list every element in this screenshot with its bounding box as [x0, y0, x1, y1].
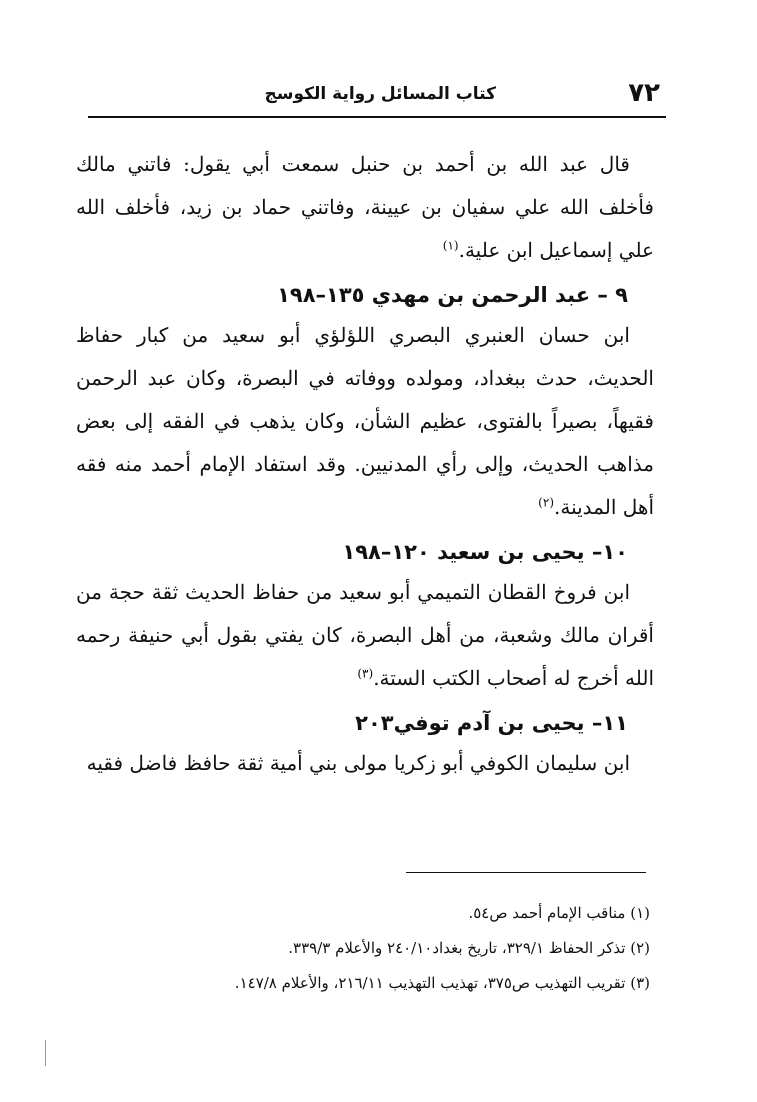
footnote: (٣) تقريب التهذيب ص٣٧٥، تهذيب التهذيب ٢١٦/١١، والأعلام ١٤٧/٨. — [234, 974, 650, 992]
paragraph-text: ابن حسان العنبري البصري اللؤلؤي أبو سعيد من كبار حفاظ الحديث، حدث ببغداد، ومولده ووفاته في البصرة، وكان عبد الرحمن فقيهاً، بصيراً بالفتوى، عظيم الشأن، وكان يذهب في الفقه إلى بعض مذاهب الحديث، وإلى رأي المدنيين. وقد استفاد الإمام أحمد منه فقه أهل المدينة. — [76, 323, 654, 519]
paragraph-text: قال عبد الله بن أحمد بن حنبل سمعت أبي يقول: فاتني مالك فأخلف الله علي سفيان بن عيينة، وفاتني حماد بن زيد، فأخلف الله علي إسماعيل ابن علية. — [76, 152, 654, 262]
page-number: ٧٢ — [628, 78, 660, 108]
header-rule — [88, 116, 666, 118]
paragraph — [76, 143, 654, 272]
footnote: (٢) تذكر الحفاظ ٣٢٩/١، تاريخ بغداد٢٤٠/١٠ والأعلام ٣٣٩/٣. — [288, 939, 650, 957]
footnote-reference: (٢) — [538, 495, 554, 510]
page-header — [88, 78, 666, 116]
section-heading: ١١– يحيى بن آدم توفي٢٠٣ — [355, 711, 628, 735]
paragraph-text: ابن سليمان الكوفي أبو زكريا مولى بني أمية ثقة حافظ فاضل فقيه — [86, 751, 630, 775]
section-heading: ١٠– يحيى بن سعيد ١٢٠–١٩٨ — [342, 540, 628, 564]
paragraph — [76, 571, 654, 700]
paragraph — [76, 314, 654, 529]
footnote-reference: (٣) — [357, 666, 374, 681]
book-title: كتاب المسائل رواية الكوسج — [264, 84, 496, 104]
footnote-reference: (١) — [442, 238, 459, 253]
footnotes — [120, 896, 650, 1001]
footnote: (١) مناقب الإمام أحمد ص٥٤. — [468, 904, 650, 922]
scan-margin-mark — [45, 1040, 46, 1066]
section-heading: ٩ – عبد الرحمن بن مهدي ١٣٥–١٩٨ — [277, 283, 628, 307]
paragraph-text: ابن فروخ القطان التميمي أبو سعيد من حفاظ الحديث ثقة حجة من أقران مالك وشعبة، من أهل البصرة، كان يفتي بقول أبي حنيفة رحمه الله أخرج له أصحاب الكتب الستة. — [76, 580, 654, 690]
main-text — [76, 143, 654, 785]
footnote-separator — [406, 872, 646, 873]
paragraph — [76, 742, 654, 785]
